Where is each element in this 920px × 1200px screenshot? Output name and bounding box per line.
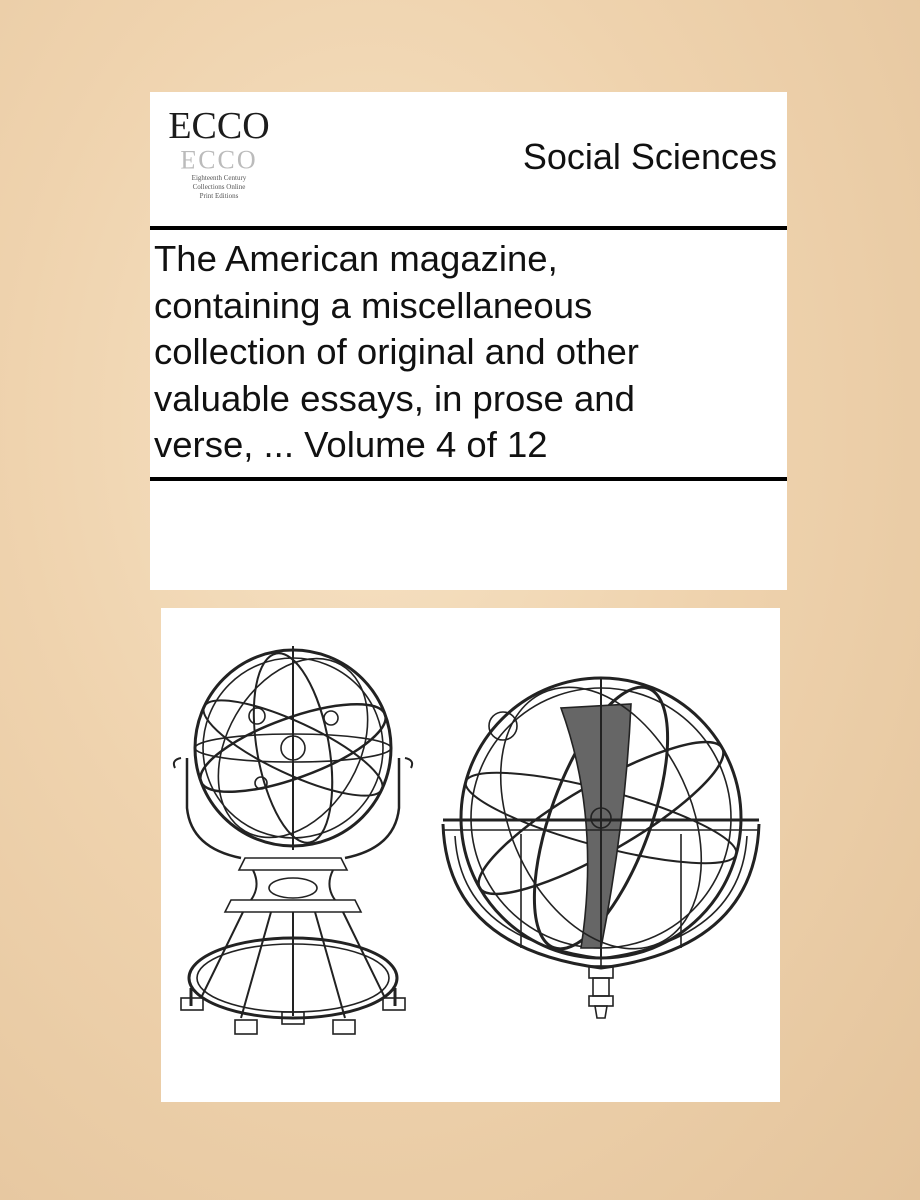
- cover-illustration: [161, 608, 780, 1102]
- bottom-rule: [150, 477, 787, 481]
- logo-reflection: ECCO: [180, 145, 258, 174]
- book-cover: [150, 92, 787, 590]
- series-label: Social Sciences: [522, 136, 777, 177]
- logo-caption-line: Print Editions: [199, 192, 239, 200]
- title-line: collection of original and other: [154, 331, 639, 372]
- logo-caption-line: Eighteenth Century: [191, 174, 247, 182]
- logo-caption-line: Collections Online: [192, 183, 246, 191]
- armillary-sphere-on-stand-icon: [174, 632, 412, 1034]
- logo-caption: [164, 174, 274, 201]
- title-line: The American magazine,: [154, 238, 558, 279]
- title-line: containing a miscellaneous: [154, 284, 593, 326]
- title-line: verse, ... Volume 4 of 12: [154, 424, 548, 465]
- logo-mark: ECCO: [168, 105, 270, 147]
- armillary-sphere-hemisphere-icon: [443, 655, 759, 1018]
- top-rule: [150, 226, 787, 230]
- ecco-logo: [164, 100, 274, 218]
- title-line: valuable essays, in prose and: [154, 377, 635, 419]
- book-title: [154, 236, 784, 469]
